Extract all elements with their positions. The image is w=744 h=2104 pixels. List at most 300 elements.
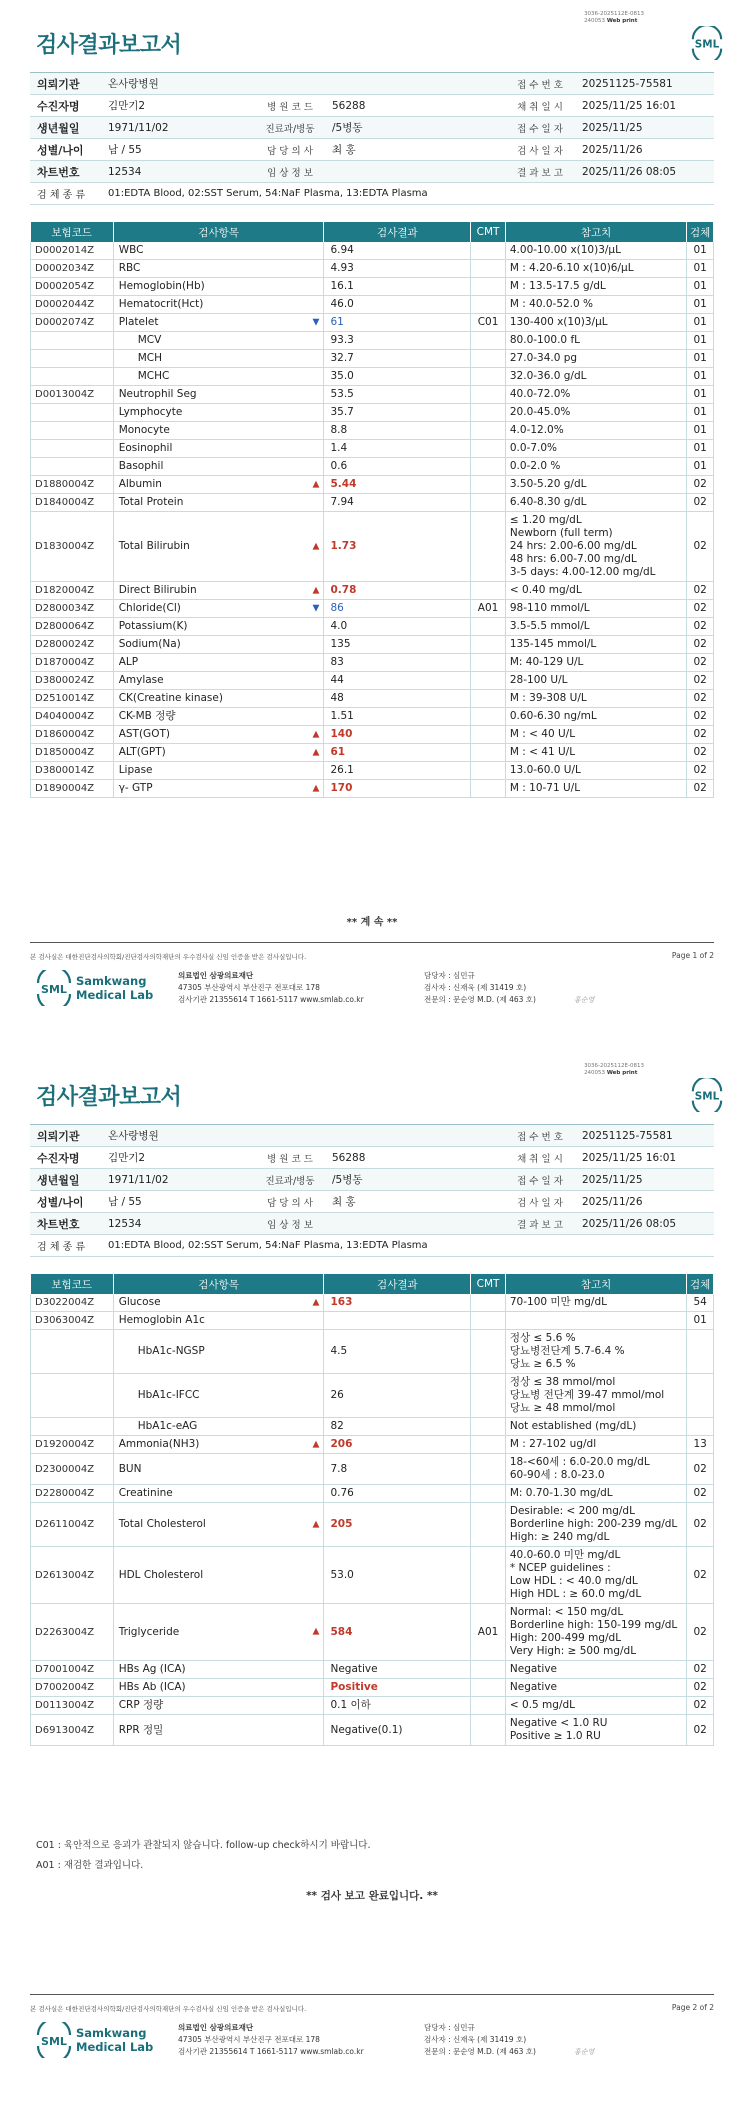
cell-ref-text: 정상 ≤ 38 mmol/mol 당뇨병 전단계 39-47 mmol/mol 당뇨 ≥ 48 mmol/mol <box>509 1376 665 1414</box>
clinical-label: 임 상 정 보 <box>267 167 313 179</box>
table-row <box>31 780 714 798</box>
cell-cmt <box>471 726 506 744</box>
cell-code <box>31 1503 114 1547</box>
cell-result-text: 0.6 <box>330 460 348 472</box>
comment-notes <box>36 1836 371 1876</box>
cell-result-text: 6.94 <box>330 244 354 256</box>
cell-result-text: 205 <box>330 1518 353 1530</box>
cell-ref-text: M : < 40 U/L <box>509 728 576 740</box>
cell-specimen-text: 54 <box>693 1296 707 1308</box>
cell-ref <box>505 332 686 350</box>
cell-ref <box>505 314 686 332</box>
sex-age-label: 성별/나이 <box>37 1195 84 1209</box>
cell-result-text: 83 <box>330 656 344 668</box>
cell-code <box>31 708 114 726</box>
institution-value: 온사랑병원 <box>108 78 159 90</box>
cell-specimen-text: 01 <box>693 370 707 382</box>
cell-item <box>113 1330 324 1374</box>
cell-ref <box>505 1454 686 1485</box>
cell-cmt-text: A01 <box>477 1625 499 1638</box>
receipt-no-label: 접 수 번 호 <box>517 1131 563 1143</box>
high-flag-icon: ▲ <box>312 585 320 595</box>
cell-item <box>113 582 324 600</box>
cell-specimen-text: 02 <box>693 728 707 740</box>
cell-ref <box>505 726 686 744</box>
cell-ref <box>505 690 686 708</box>
staff-tester: 검사자 : 신재욱 (제 31419 호) <box>424 2035 527 2044</box>
cell-specimen-text: 01 <box>693 280 707 292</box>
cell-result <box>324 582 471 600</box>
cell-specimen-text: 02 <box>693 602 707 614</box>
cell-item-text: HbA1c-eAG <box>137 1420 198 1432</box>
cell-ref <box>505 618 686 636</box>
cell-item-text: MCH <box>137 352 162 364</box>
institution-label: 의뢰기관 <box>37 1129 80 1143</box>
high-flag-icon: ▲ <box>312 1626 320 1637</box>
cell-code-text: D1920004Z <box>35 1439 95 1450</box>
cell-result-text: 86 <box>330 602 344 614</box>
info-row <box>30 73 714 95</box>
cell-item-text: HbA1c-IFCC <box>137 1389 200 1401</box>
cell-item-text: RBC <box>118 262 141 274</box>
cell-ref-text: Negative < 1.0 RU Positive ≥ 1.0 RU <box>509 1717 608 1742</box>
cell-specimen-text: 02 <box>693 1681 707 1693</box>
cell-result-text: 4.5 <box>330 1345 348 1357</box>
cell-ref <box>505 242 686 260</box>
cell-result-text: 170 <box>330 782 353 794</box>
cell-ref <box>505 654 686 672</box>
cell-code-text: D2613004Z <box>35 1569 95 1581</box>
sml-logo-icon <box>34 2022 74 2058</box>
name-label: 수진자명 <box>37 1151 80 1165</box>
cell-ref-text: M: 40-129 U/L <box>509 656 584 668</box>
reported-label: 결 과 보 고 <box>517 1219 563 1231</box>
cell-specimen <box>687 1503 714 1547</box>
dept-label: 진료과/병동 <box>265 1175 315 1187</box>
hospital-code-label: 병 원 코 드 <box>267 101 313 113</box>
note-a01: A01 : 재검한 결과입니다. <box>36 1860 144 1871</box>
cell-cmt <box>471 1485 506 1503</box>
hospital-code-value: 56288 <box>332 1151 366 1164</box>
table-row <box>31 1661 714 1679</box>
table-row <box>31 582 714 600</box>
cert-note: 본 검사실은 대한진단검사의학회/진단검사의학재단의 우수검사실 신임 인증을 받은 검사실입니다. <box>30 2005 307 2013</box>
info-row <box>30 183 714 205</box>
cell-result-text: 53.0 <box>330 1568 354 1581</box>
cell-specimen <box>687 314 714 332</box>
cell-item-text: RPR 정밀 <box>118 1723 164 1736</box>
cell-ref-text: 32.0-36.0 g/dL <box>509 370 587 382</box>
cell-specimen-text: 01 <box>693 352 707 364</box>
cell-specimen <box>687 350 714 368</box>
print-code-line1: 3036-2025112E-0813 <box>584 1063 644 1069</box>
cell-result-text: 4.0 <box>330 620 348 632</box>
cell-code <box>31 1697 114 1715</box>
received-value: 2025/11/25 <box>582 1173 643 1186</box>
cell-specimen <box>687 494 714 512</box>
report-title: 검사결과보고서 <box>36 33 182 58</box>
cell-result <box>324 1715 471 1746</box>
cell-result-text: 0.76 <box>330 1487 354 1499</box>
cell-cmt <box>471 780 506 798</box>
cell-item <box>113 1715 324 1746</box>
cell-cmt <box>471 1715 506 1746</box>
cell-item <box>113 1661 324 1679</box>
cell-item <box>113 726 324 744</box>
dept-value: /5병동 <box>332 1174 363 1186</box>
collected-label: 채 취 일 시 <box>517 1153 563 1165</box>
cell-ref <box>505 368 686 386</box>
col-header-code: 보험코드 <box>31 222 114 242</box>
cell-ref <box>505 708 686 726</box>
staff-manager: 담당자 : 심민규 <box>424 2023 475 2032</box>
table-row <box>31 1454 714 1485</box>
cell-ref <box>505 296 686 314</box>
cell-specimen-text: 02 <box>693 1462 707 1475</box>
table-row <box>31 1312 714 1330</box>
cell-ref <box>505 1715 686 1746</box>
footer-staff <box>424 2022 536 2058</box>
dob-value: 1971/11/02 <box>108 121 169 134</box>
cell-ref <box>505 600 686 618</box>
cell-code <box>31 1294 114 1312</box>
cell-specimen-text: 02 <box>693 1663 707 1675</box>
cell-item-text: Direct Bilirubin <box>118 584 197 596</box>
cell-code <box>31 368 114 386</box>
cell-cmt <box>471 332 506 350</box>
cell-cmt <box>471 296 506 314</box>
cell-item <box>113 350 324 368</box>
low-flag-icon: ▼ <box>312 317 320 327</box>
cell-ref-text: M : 27-102 ug/dl <box>509 1438 597 1450</box>
table-header-row <box>31 222 714 242</box>
cell-item-text: Total Protein <box>118 496 184 508</box>
institution-value: 온사랑병원 <box>108 1130 159 1142</box>
cell-code <box>31 600 114 618</box>
staff-tester: 검사자 : 신재욱 (제 31419 호) <box>424 983 527 992</box>
print-code-line1: 3036-2025112E-0813 <box>584 11 644 17</box>
high-flag-icon: ▲ <box>312 1439 320 1449</box>
dept-label: 진료과/병동 <box>265 123 315 135</box>
col-header-code: 보험코드 <box>31 1274 114 1294</box>
cell-result <box>324 1454 471 1485</box>
cell-specimen <box>687 422 714 440</box>
cell-result-text: 35.0 <box>330 370 354 382</box>
cell-code <box>31 1547 114 1604</box>
table-row <box>31 278 714 296</box>
cell-cmt <box>471 1454 506 1485</box>
cell-specimen-text: 02 <box>693 638 707 650</box>
cell-ref <box>505 404 686 422</box>
col-header-item: 검사항목 <box>113 222 324 242</box>
cell-specimen <box>687 1436 714 1454</box>
cell-item-text: Glucose <box>118 1296 161 1308</box>
cell-result <box>324 1697 471 1715</box>
cell-ref-text: 40.0-72.0% <box>509 388 571 400</box>
cell-item <box>113 618 324 636</box>
high-flag-icon: ▲ <box>312 1519 320 1529</box>
name-label: 수진자명 <box>37 99 80 113</box>
cell-code <box>31 1436 114 1454</box>
cell-code <box>31 744 114 762</box>
info-row <box>30 1213 714 1235</box>
cert-note: 본 검사실은 대한진단검사의학회/진단검사의학재단의 우수검사실 신임 인증을 받은 검사실입니다. <box>30 953 307 961</box>
cell-code-text: D7001004Z <box>35 1664 95 1675</box>
cell-result <box>324 672 471 690</box>
cell-item-text: ALP <box>118 656 139 668</box>
cell-item <box>113 1503 324 1547</box>
cell-specimen <box>687 440 714 458</box>
cell-result-text: 48 <box>330 692 344 704</box>
cell-item-text: γ- GTP <box>118 782 153 794</box>
cell-result-text: 93.3 <box>330 334 354 346</box>
cell-code-text: D6913004Z <box>35 1724 95 1736</box>
cell-cmt <box>471 1661 506 1679</box>
cell-cmt <box>471 368 506 386</box>
cell-specimen <box>687 1330 714 1374</box>
cell-specimen <box>687 278 714 296</box>
page-number: Page 1 of 2 <box>671 951 714 960</box>
cell-result-text: Negative(0.1) <box>330 1723 403 1736</box>
table-row <box>31 440 714 458</box>
cell-item-text: MCV <box>137 334 162 346</box>
cell-result-text: 0.78 <box>330 584 357 596</box>
cell-item <box>113 440 324 458</box>
sex-age-label: 성별/나이 <box>37 143 84 157</box>
cell-code-text: D2263004Z <box>35 1626 95 1638</box>
cell-result-text: 5.44 <box>330 478 357 490</box>
cell-code <box>31 476 114 494</box>
cell-result <box>324 690 471 708</box>
cell-code <box>31 278 114 296</box>
cell-item <box>113 1436 324 1454</box>
table-row <box>31 1330 714 1374</box>
cell-code-text: D1850004Z <box>35 747 95 758</box>
cell-item-text: Total Cholesterol <box>118 1518 206 1530</box>
cell-ref <box>505 1661 686 1679</box>
cell-cmt <box>471 278 506 296</box>
cell-specimen <box>687 1374 714 1418</box>
cell-code <box>31 404 114 422</box>
lab-name-2: Medical Lab <box>76 2040 154 2054</box>
table-row <box>31 618 714 636</box>
footer-staff <box>424 970 536 1006</box>
cell-cmt <box>471 1604 506 1661</box>
cell-specimen <box>687 762 714 780</box>
reported-value: 2025/11/26 08:05 <box>582 1217 677 1230</box>
cell-code <box>31 1330 114 1374</box>
cell-specimen <box>687 672 714 690</box>
cell-result-text: 8.8 <box>330 424 348 436</box>
cell-item-text: MCHC <box>137 370 170 382</box>
cell-cmt <box>471 422 506 440</box>
cell-result-text: 82 <box>330 1420 344 1432</box>
cell-result <box>324 1418 471 1436</box>
footer-divider <box>30 1994 714 1995</box>
chart-value: 12534 <box>108 1217 142 1230</box>
cell-ref-text: 135-145 mmol/L <box>509 638 597 650</box>
cell-ref <box>505 1679 686 1697</box>
collected-label: 채 취 일 시 <box>517 101 563 113</box>
cell-ref <box>505 1485 686 1503</box>
cell-item <box>113 332 324 350</box>
cell-item-text: Albumin <box>118 478 162 490</box>
cell-specimen <box>687 260 714 278</box>
table-row <box>31 1436 714 1454</box>
cell-cmt <box>471 242 506 260</box>
cell-item <box>113 278 324 296</box>
doctor-label: 담 당 의 사 <box>267 145 313 157</box>
report-page-2 <box>0 1052 744 2104</box>
cell-ref-text: 0.0-7.0% <box>509 442 558 454</box>
cell-code <box>31 780 114 798</box>
table-row <box>31 350 714 368</box>
cell-ref-text: < 0.40 mg/dL <box>509 584 582 596</box>
cell-result-text: 32.7 <box>330 352 354 364</box>
cell-specimen-text: 01 <box>693 442 707 454</box>
cell-item-text: Lipase <box>118 764 153 776</box>
cell-result-text: 1.4 <box>330 442 348 454</box>
receipt-no-value: 20251125-75581 <box>582 77 673 90</box>
table-row <box>31 762 714 780</box>
cell-result <box>324 1436 471 1454</box>
logo-text: SML <box>694 38 720 51</box>
cell-code-text: D0002044Z <box>35 299 95 310</box>
cell-cmt <box>471 494 506 512</box>
cell-item <box>113 1418 324 1436</box>
cell-cmt <box>471 1503 506 1547</box>
cell-code-text: D2611004Z <box>35 1519 95 1530</box>
cell-code-text: D3800014Z <box>35 765 95 776</box>
cell-result <box>324 744 471 762</box>
cell-specimen <box>687 404 714 422</box>
cell-specimen <box>687 1294 714 1312</box>
cell-item <box>113 1697 324 1715</box>
cell-item <box>113 296 324 314</box>
table-row <box>31 636 714 654</box>
cell-ref <box>505 476 686 494</box>
cell-result-text: 16.1 <box>330 280 354 292</box>
cell-result <box>324 458 471 476</box>
cell-specimen <box>687 1661 714 1679</box>
cell-code <box>31 582 114 600</box>
cell-item-text: Neutrophil Seg <box>118 388 197 400</box>
cell-result <box>324 1485 471 1503</box>
cell-item <box>113 1454 324 1485</box>
cell-ref <box>505 744 686 762</box>
cell-result <box>324 708 471 726</box>
cell-cmt <box>471 1294 506 1312</box>
cell-item <box>113 780 324 798</box>
table-row <box>31 476 714 494</box>
cell-cmt <box>471 744 506 762</box>
signature: 홍순영 <box>574 996 595 1004</box>
lab-name: Samkwang <box>76 974 147 988</box>
hospital-code-value: 56288 <box>332 99 366 112</box>
tested-value: 2025/11/26 <box>582 143 643 156</box>
cell-code <box>31 1715 114 1746</box>
cell-cmt <box>471 314 506 332</box>
cell-specimen <box>687 368 714 386</box>
cell-item <box>113 708 324 726</box>
table-row <box>31 690 714 708</box>
cell-cmt <box>471 1330 506 1374</box>
contact: 검사기관 21355614 T 1661-5117 www.smlab.co.kr <box>178 995 364 1004</box>
cell-ref-text: Desirable: < 200 mg/dL Borderline high: 200-239 mg/dL High: ≥ 240 mg/dL <box>509 1505 678 1543</box>
cell-code-text: D0113004Z <box>35 1700 95 1711</box>
tested-label: 검 사 일 자 <box>517 145 563 157</box>
cell-specimen <box>687 386 714 404</box>
footer-logo <box>34 2020 154 2060</box>
cell-ref <box>505 1547 686 1604</box>
table-row <box>31 1503 714 1547</box>
table-header-row <box>31 1274 714 1294</box>
cell-specimen <box>687 1547 714 1604</box>
cell-cmt <box>471 618 506 636</box>
cell-code-text: D4040004Z <box>35 711 95 722</box>
cell-ref-text: 80.0-100.0 fL <box>509 334 580 346</box>
cell-result-text: 135 <box>330 638 351 650</box>
cell-ref-text: M : 13.5-17.5 g/dL <box>509 280 606 292</box>
cell-item <box>113 636 324 654</box>
cell-cmt <box>471 654 506 672</box>
cell-result-text: 61 <box>330 316 344 328</box>
cell-result-text: 26 <box>330 1389 344 1401</box>
cell-ref <box>505 1697 686 1715</box>
name-value: 김만기2 <box>108 100 146 112</box>
cell-specimen-text: 02 <box>693 710 707 722</box>
cell-result <box>324 350 471 368</box>
cell-item <box>113 512 324 582</box>
cell-cmt <box>471 1679 506 1697</box>
cell-cmt <box>471 440 506 458</box>
cell-code <box>31 654 114 672</box>
cell-specimen <box>687 1312 714 1330</box>
cell-result <box>324 404 471 422</box>
col-header-result: 검사결과 <box>324 222 471 242</box>
tested-label: 검 사 일 자 <box>517 1197 563 1209</box>
cell-ref-text: < 0.5 mg/dL <box>509 1699 575 1711</box>
cell-item-text: HbA1c-NGSP <box>137 1345 205 1357</box>
cell-cmt <box>471 404 506 422</box>
cell-code <box>31 1454 114 1485</box>
cell-code-text: D2510014Z <box>35 693 95 704</box>
cell-ref <box>505 512 686 582</box>
cell-item <box>113 744 324 762</box>
results-table <box>30 1274 714 1746</box>
cell-result <box>324 494 471 512</box>
cell-ref-text: M : 10-71 U/L <box>509 782 581 794</box>
cell-specimen <box>687 512 714 582</box>
cell-result <box>324 1312 471 1330</box>
cell-specimen <box>687 618 714 636</box>
cell-item-text: AST(GOT) <box>118 728 170 740</box>
cell-item-text: WBC <box>118 244 144 256</box>
cell-cmt <box>471 690 506 708</box>
cell-result <box>324 1294 471 1312</box>
cell-ref <box>505 1312 686 1330</box>
cell-ref-text: Normal: < 150 mg/dL Borderline high: 150-199 mg/dL High: 200-499 mg/dL Very High: ≥ 500 mg/dL <box>509 1606 678 1657</box>
info-row <box>30 1235 714 1257</box>
cell-specimen-text: 02 <box>693 1625 707 1638</box>
table-row <box>31 600 714 618</box>
cell-specimen-text: 01 <box>693 244 707 256</box>
cell-item <box>113 476 324 494</box>
cell-result-text: 7.94 <box>330 496 354 508</box>
cell-item-text: BUN <box>118 1462 142 1475</box>
cell-code <box>31 1374 114 1418</box>
address: 47305 부산광역시 부산진구 전포대로 178 <box>178 2035 320 2044</box>
